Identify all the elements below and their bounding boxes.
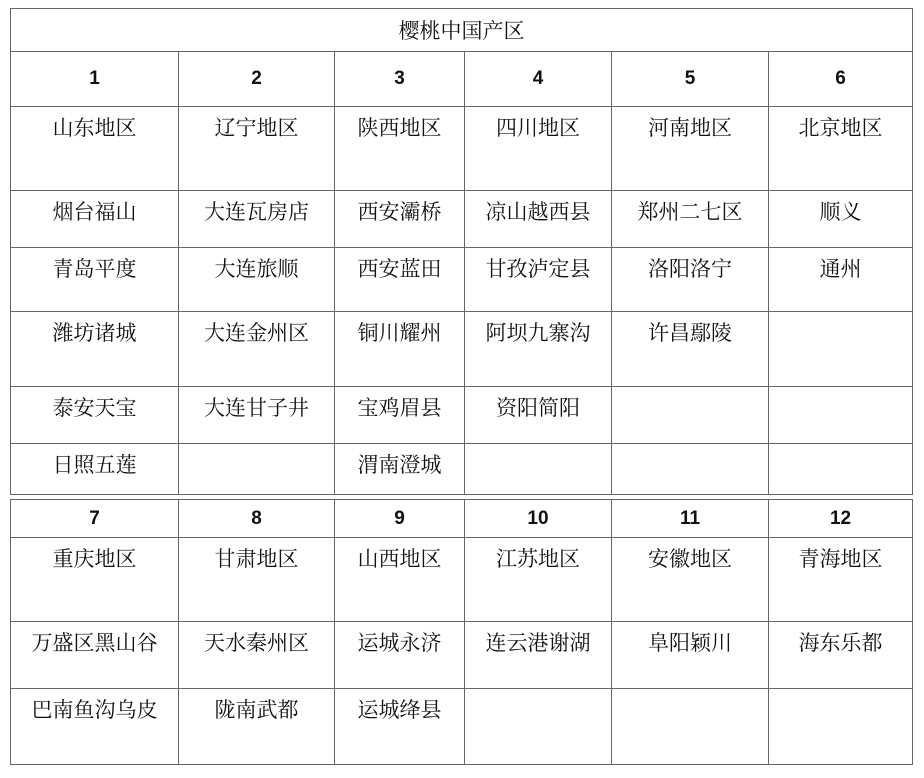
region-cell: 陇南武都: [179, 689, 335, 765]
region-cell: 陕西地区: [335, 107, 465, 191]
table-title: 樱桃中国产区: [11, 9, 913, 52]
region-cell: 泰安天宝: [11, 387, 179, 444]
column-number: 4: [465, 52, 612, 107]
region-cell: 大连金州区: [179, 312, 335, 387]
region-cell: 天水秦州区: [179, 622, 335, 689]
region-row: [11, 387, 913, 444]
column-number: 12: [769, 500, 913, 538]
region-cell: 巴南鱼沟乌皮: [11, 689, 179, 765]
region-cell: 辽宁地区: [179, 107, 335, 191]
cherry-regions-document: [10, 8, 912, 765]
region-cell: [179, 444, 335, 495]
column-number: 8: [179, 500, 335, 538]
region-cell: 运城永济: [335, 622, 465, 689]
region-cell: 阜阳颖川: [612, 622, 769, 689]
region-cell: 烟台福山: [11, 191, 179, 248]
region-row: [11, 248, 913, 312]
region-cell: [465, 444, 612, 495]
region-row: [11, 191, 913, 248]
column-number: 7: [11, 500, 179, 538]
region-row: [11, 107, 913, 191]
region-cell: 洛阳洛宁: [612, 248, 769, 312]
region-cell: [612, 689, 769, 765]
region-cell: 连云港谢湖: [465, 622, 612, 689]
region-cell: [769, 444, 913, 495]
column-number: 5: [612, 52, 769, 107]
region-cell: 铜川耀州: [335, 312, 465, 387]
column-number: 3: [335, 52, 465, 107]
region-cell: 渭南澄城: [335, 444, 465, 495]
column-number: 2: [179, 52, 335, 107]
column-number: 9: [335, 500, 465, 538]
region-cell: 甘孜泸定县: [465, 248, 612, 312]
region-cell: [465, 689, 612, 765]
cherry-regions-table: [10, 8, 913, 765]
region-cell: 安徽地区: [612, 538, 769, 622]
header-row: [11, 500, 913, 538]
title-row: [11, 9, 913, 52]
column-number: 1: [11, 52, 179, 107]
region-row: [11, 622, 913, 689]
region-cell: 山东地区: [11, 107, 179, 191]
region-cell: 青海地区: [769, 538, 913, 622]
column-number: 11: [612, 500, 769, 538]
region-cell: 顺义: [769, 191, 913, 248]
region-cell: 日照五莲: [11, 444, 179, 495]
region-cell: [769, 312, 913, 387]
region-cell: 大连旅顺: [179, 248, 335, 312]
region-cell: 甘肃地区: [179, 538, 335, 622]
region-cell: [612, 444, 769, 495]
region-cell: 西安灞桥: [335, 191, 465, 248]
region-cell: 青岛平度: [11, 248, 179, 312]
region-cell: 江苏地区: [465, 538, 612, 622]
region-cell: [769, 387, 913, 444]
region-cell: [612, 387, 769, 444]
region-cell: 河南地区: [612, 107, 769, 191]
region-cell: 凉山越西县: [465, 191, 612, 248]
region-cell: 大连甘子井: [179, 387, 335, 444]
region-cell: 大连瓦房店: [179, 191, 335, 248]
region-cell: 郑州二七区: [612, 191, 769, 248]
region-cell: 万盛区黑山谷: [11, 622, 179, 689]
header-row: [11, 52, 913, 107]
region-cell: 阿坝九寨沟: [465, 312, 612, 387]
region-cell: 运城绛县: [335, 689, 465, 765]
region-row: [11, 312, 913, 387]
column-number: 10: [465, 500, 612, 538]
column-number: 6: [769, 52, 913, 107]
region-cell: 山西地区: [335, 538, 465, 622]
region-cell: [769, 689, 913, 765]
region-cell: 海东乐都: [769, 622, 913, 689]
region-cell: 通州: [769, 248, 913, 312]
region-cell: 资阳简阳: [465, 387, 612, 444]
region-cell: 西安蓝田: [335, 248, 465, 312]
region-cell: 北京地区: [769, 107, 913, 191]
region-cell: 重庆地区: [11, 538, 179, 622]
region-row: [11, 538, 913, 622]
region-cell: 许昌鄢陵: [612, 312, 769, 387]
region-cell: 四川地区: [465, 107, 612, 191]
region-row: [11, 444, 913, 495]
region-row: [11, 689, 913, 765]
region-cell: 宝鸡眉县: [335, 387, 465, 444]
region-cell: 潍坊诸城: [11, 312, 179, 387]
